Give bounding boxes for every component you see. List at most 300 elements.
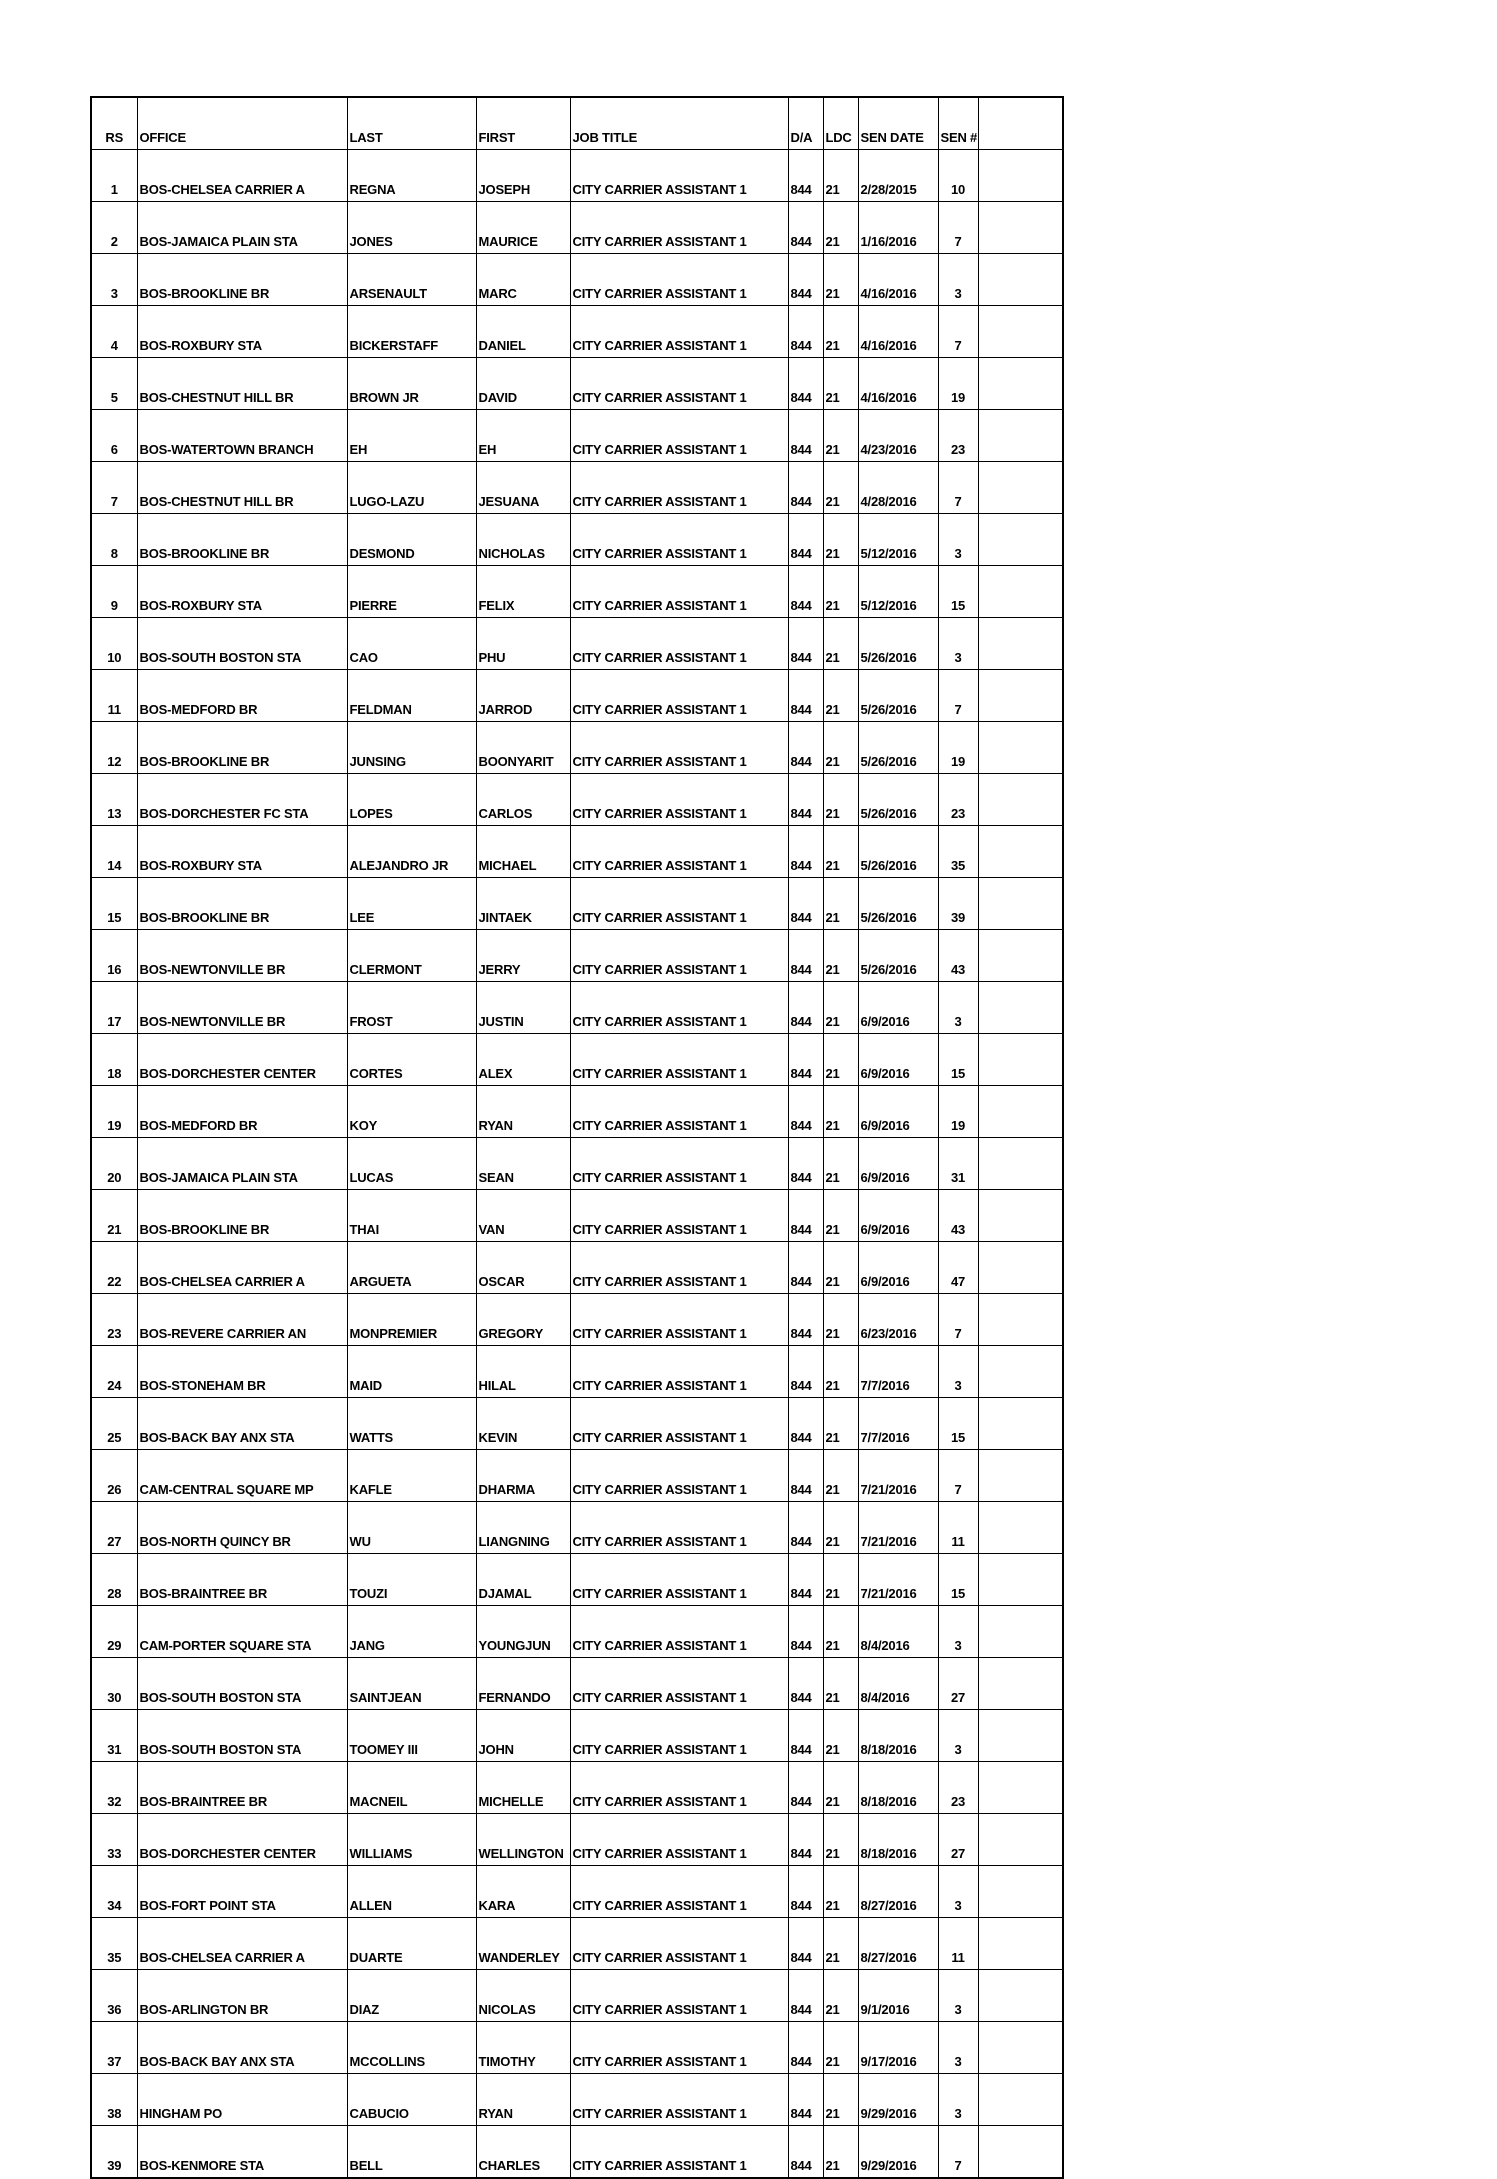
cell-ldc: 21 <box>823 1138 858 1190</box>
cell-rs: 6 <box>91 410 137 462</box>
cell-office: BOS-BROOKLINE BR <box>137 514 347 566</box>
cell-last: FELDMAN <box>347 670 476 722</box>
cell-job-title: CITY CARRIER ASSISTANT 1 <box>570 618 788 670</box>
cell-office: BOS-CHELSEA CARRIER A <box>137 150 347 202</box>
table-row <box>91 1710 1063 1762</box>
cell-sen-num: 3 <box>938 2022 978 2074</box>
cell-sen-date: 9/17/2016 <box>858 2022 938 2074</box>
cell-rs: 28 <box>91 1554 137 1606</box>
cell-last: LUGO-LAZU <box>347 462 476 514</box>
cell-job-title: CITY CARRIER ASSISTANT 1 <box>570 1554 788 1606</box>
cell-blank <box>978 670 1063 722</box>
cell-office: BOS-CHELSEA CARRIER A <box>137 1242 347 1294</box>
cell-office: BOS-MEDFORD BR <box>137 670 347 722</box>
cell-ldc: 21 <box>823 1762 858 1814</box>
cell-last: CABUCIO <box>347 2074 476 2126</box>
cell-rs: 29 <box>91 1606 137 1658</box>
cell-last: THAI <box>347 1190 476 1242</box>
cell-blank <box>978 930 1063 982</box>
cell-first: WANDERLEY <box>476 1918 570 1970</box>
cell-job-title: CITY CARRIER ASSISTANT 1 <box>570 358 788 410</box>
cell-sen-num: 7 <box>938 306 978 358</box>
cell-ldc: 21 <box>823 410 858 462</box>
cell-rs: 27 <box>91 1502 137 1554</box>
cell-ldc: 21 <box>823 930 858 982</box>
cell-rs: 7 <box>91 462 137 514</box>
cell-office: BOS-BRAINTREE BR <box>137 1554 347 1606</box>
cell-first: JARROD <box>476 670 570 722</box>
cell-office: BOS-CHESTNUT HILL BR <box>137 358 347 410</box>
cell-da: 844 <box>788 930 823 982</box>
cell-job-title: CITY CARRIER ASSISTANT 1 <box>570 254 788 306</box>
cell-ldc: 21 <box>823 358 858 410</box>
table-row <box>91 2126 1063 2179</box>
cell-last: SAINTJEAN <box>347 1658 476 1710</box>
cell-first: RYAN <box>476 2074 570 2126</box>
cell-sen-num: 7 <box>938 462 978 514</box>
cell-rs: 35 <box>91 1918 137 1970</box>
cell-da: 844 <box>788 826 823 878</box>
table-row <box>91 722 1063 774</box>
cell-da: 844 <box>788 1138 823 1190</box>
cell-sen-date: 6/9/2016 <box>858 982 938 1034</box>
table-row <box>91 1554 1063 1606</box>
table-row <box>91 1658 1063 1710</box>
cell-blank <box>978 1346 1063 1398</box>
cell-office: BOS-SOUTH BOSTON STA <box>137 1658 347 1710</box>
cell-rs: 8 <box>91 514 137 566</box>
cell-first: JOHN <box>476 1710 570 1762</box>
cell-first: NICHOLAS <box>476 514 570 566</box>
cell-last: FROST <box>347 982 476 1034</box>
cell-sen-date: 7/21/2016 <box>858 1450 938 1502</box>
cell-last: KOY <box>347 1086 476 1138</box>
cell-da: 844 <box>788 2074 823 2126</box>
cell-rs: 4 <box>91 306 137 358</box>
cell-office: BOS-NORTH QUINCY BR <box>137 1502 347 1554</box>
cell-first: FELIX <box>476 566 570 618</box>
cell-first: GREGORY <box>476 1294 570 1346</box>
cell-sen-date: 9/29/2016 <box>858 2074 938 2126</box>
cell-job-title: CITY CARRIER ASSISTANT 1 <box>570 1658 788 1710</box>
cell-job-title: CITY CARRIER ASSISTANT 1 <box>570 1866 788 1918</box>
cell-job-title: CITY CARRIER ASSISTANT 1 <box>570 1814 788 1866</box>
cell-ldc: 21 <box>823 618 858 670</box>
cell-first: YOUNGJUN <box>476 1606 570 1658</box>
cell-ldc: 21 <box>823 982 858 1034</box>
cell-last: JANG <box>347 1606 476 1658</box>
cell-sen-num: 19 <box>938 1086 978 1138</box>
cell-ldc: 21 <box>823 254 858 306</box>
cell-office: BOS-JAMAICA PLAIN STA <box>137 1138 347 1190</box>
cell-ldc: 21 <box>823 566 858 618</box>
cell-blank <box>978 2022 1063 2074</box>
cell-da: 844 <box>788 774 823 826</box>
cell-da: 844 <box>788 462 823 514</box>
cell-last: MAID <box>347 1346 476 1398</box>
cell-sen-num: 7 <box>938 202 978 254</box>
cell-first: JESUANA <box>476 462 570 514</box>
cell-job-title: CITY CARRIER ASSISTANT 1 <box>570 722 788 774</box>
cell-da: 844 <box>788 358 823 410</box>
cell-ldc: 21 <box>823 878 858 930</box>
cell-rs: 32 <box>91 1762 137 1814</box>
cell-last: WU <box>347 1502 476 1554</box>
cell-rs: 16 <box>91 930 137 982</box>
cell-rs: 11 <box>91 670 137 722</box>
cell-blank <box>978 826 1063 878</box>
cell-da: 844 <box>788 1918 823 1970</box>
cell-ldc: 21 <box>823 2022 858 2074</box>
cell-da: 844 <box>788 1294 823 1346</box>
table-row <box>91 1034 1063 1086</box>
table-row <box>91 2074 1063 2126</box>
cell-da: 844 <box>788 1814 823 1866</box>
cell-sen-num: 7 <box>938 670 978 722</box>
cell-sen-num: 3 <box>938 618 978 670</box>
cell-first: LIANGNING <box>476 1502 570 1554</box>
cell-da: 844 <box>788 1450 823 1502</box>
cell-office: BOS-BRAINTREE BR <box>137 1762 347 1814</box>
cell-sen-num: 3 <box>938 1710 978 1762</box>
cell-first: FERNANDO <box>476 1658 570 1710</box>
seniority-table <box>90 96 1064 2179</box>
cell-office: BOS-FORT POINT STA <box>137 1866 347 1918</box>
cell-sen-num: 19 <box>938 358 978 410</box>
cell-blank <box>978 202 1063 254</box>
cell-first: CHARLES <box>476 2126 570 2179</box>
header-last: LAST <box>347 97 476 150</box>
cell-first: HILAL <box>476 1346 570 1398</box>
cell-blank <box>978 462 1063 514</box>
cell-sen-date: 7/7/2016 <box>858 1398 938 1450</box>
header-row <box>91 97 1063 150</box>
cell-last: PIERRE <box>347 566 476 618</box>
cell-office: BOS-NEWTONVILLE BR <box>137 982 347 1034</box>
cell-ldc: 21 <box>823 1918 858 1970</box>
cell-sen-date: 6/9/2016 <box>858 1034 938 1086</box>
cell-first: JUSTIN <box>476 982 570 1034</box>
header-sen-num: SEN # <box>938 97 978 150</box>
cell-sen-date: 5/26/2016 <box>858 826 938 878</box>
cell-last: MCCOLLINS <box>347 2022 476 2074</box>
cell-office: CAM-CENTRAL SQUARE MP <box>137 1450 347 1502</box>
cell-sen-num: 3 <box>938 254 978 306</box>
cell-job-title: CITY CARRIER ASSISTANT 1 <box>570 410 788 462</box>
cell-last: REGNA <box>347 150 476 202</box>
cell-sen-num: 3 <box>938 1970 978 2022</box>
table-row <box>91 358 1063 410</box>
cell-last: MACNEIL <box>347 1762 476 1814</box>
cell-job-title: CITY CARRIER ASSISTANT 1 <box>570 1918 788 1970</box>
cell-job-title: CITY CARRIER ASSISTANT 1 <box>570 1190 788 1242</box>
cell-sen-num: 11 <box>938 1502 978 1554</box>
cell-blank <box>978 1606 1063 1658</box>
table-row <box>91 1138 1063 1190</box>
cell-first: MAURICE <box>476 202 570 254</box>
table-row <box>91 1294 1063 1346</box>
cell-ldc: 21 <box>823 202 858 254</box>
cell-last: BROWN JR <box>347 358 476 410</box>
table-row <box>91 1866 1063 1918</box>
cell-last: KAFLE <box>347 1450 476 1502</box>
cell-rs: 17 <box>91 982 137 1034</box>
cell-last: TOOMEY III <box>347 1710 476 1762</box>
cell-sen-date: 5/26/2016 <box>858 774 938 826</box>
cell-rs: 39 <box>107 2158 122 2173</box>
cell-rs: 31 <box>91 1710 137 1762</box>
cell-first: ALEX <box>476 1034 570 1086</box>
cell-first: JOSEPH <box>476 150 570 202</box>
cell-rs: 34 <box>91 1866 137 1918</box>
cell-rs: 23 <box>91 1294 137 1346</box>
header-blank <box>978 97 1063 150</box>
cell-rs: 9 <box>91 566 137 618</box>
cell-last: DIAZ <box>347 1970 476 2022</box>
cell-office: BOS-ROXBURY STA <box>137 566 347 618</box>
cell-blank <box>978 878 1063 930</box>
cell-sen-num: 15 <box>938 1034 978 1086</box>
cell-blank <box>978 1866 1063 1918</box>
cell-rs: 5 <box>91 358 137 410</box>
cell-first: EH <box>476 410 570 462</box>
cell-ldc: 21 <box>823 774 858 826</box>
table-row <box>91 514 1063 566</box>
table-row <box>91 774 1063 826</box>
cell-job-title: CITY CARRIER ASSISTANT 1 <box>570 150 788 202</box>
cell-sen-num: 3 <box>938 1346 978 1398</box>
cell-rs: 36 <box>91 1970 137 2022</box>
cell-sen-date: 4/23/2016 <box>858 410 938 462</box>
cell-sen-num: 10 <box>938 150 978 202</box>
cell-job-title: CITY CARRIER ASSISTANT 1 <box>570 1086 788 1138</box>
cell-da: 844 <box>788 306 823 358</box>
cell-blank <box>978 2126 1063 2179</box>
cell-last: BICKERSTAFF <box>347 306 476 358</box>
cell-da: 844 <box>788 618 823 670</box>
cell-last: DUARTE <box>347 1918 476 1970</box>
cell-rs: 10 <box>91 618 137 670</box>
cell-rs: 30 <box>91 1658 137 1710</box>
cell-blank <box>978 1034 1063 1086</box>
cell-rs: 1 <box>91 150 137 202</box>
cell-blank <box>978 514 1063 566</box>
cell-office: BOS-KENMORE STA <box>137 2126 347 2179</box>
cell-da: 844 <box>788 722 823 774</box>
cell-office: BOS-DORCHESTER FC STA <box>137 774 347 826</box>
cell-first: KARA <box>476 1866 570 1918</box>
cell-job-title: CITY CARRIER ASSISTANT 1 <box>570 462 788 514</box>
cell-job-title: CITY CARRIER ASSISTANT 1 <box>570 1346 788 1398</box>
cell-office: BOS-BACK BAY ANX STA <box>137 2022 347 2074</box>
cell-sen-num: 27 <box>938 1658 978 1710</box>
cell-office: BOS-CHELSEA CARRIER A <box>137 1918 347 1970</box>
cell-blank <box>978 1190 1063 1242</box>
cell-job-title: CITY CARRIER ASSISTANT 1 <box>570 1242 788 1294</box>
cell-ldc: 21 <box>823 306 858 358</box>
cell-da: 844 <box>788 1086 823 1138</box>
cell-blank <box>978 1918 1063 1970</box>
cell-rs: 15 <box>91 878 137 930</box>
cell-job-title: CITY CARRIER ASSISTANT 1 <box>570 1710 788 1762</box>
cell-sen-date: 5/12/2016 <box>858 566 938 618</box>
cell-job-title: CITY CARRIER ASSISTANT 1 <box>570 670 788 722</box>
cell-sen-date: 6/9/2016 <box>858 1138 938 1190</box>
cell-sen-date: 9/29/2016 <box>858 2126 938 2179</box>
cell-office: BOS-ARLINGTON BR <box>137 1970 347 2022</box>
cell-job-title: CITY CARRIER ASSISTANT 1 <box>570 982 788 1034</box>
cell-sen-num: 23 <box>938 774 978 826</box>
header-office: OFFICE <box>137 97 347 150</box>
cell-rs: 18 <box>91 1034 137 1086</box>
table-row <box>91 982 1063 1034</box>
cell-first: PHU <box>476 618 570 670</box>
cell-job-title: CITY CARRIER ASSISTANT 1 <box>570 1762 788 1814</box>
header-rs: RS <box>91 97 137 150</box>
cell-last: LEE <box>347 878 476 930</box>
table-row <box>91 410 1063 462</box>
cell-last: ARSENAULT <box>347 254 476 306</box>
cell-sen-date: 7/7/2016 <box>858 1346 938 1398</box>
table-row <box>91 826 1063 878</box>
cell-office: BOS-BROOKLINE BR <box>137 722 347 774</box>
cell-sen-num: 15 <box>938 1554 978 1606</box>
cell-blank <box>978 1398 1063 1450</box>
cell-last: WATTS <box>347 1398 476 1450</box>
cell-sen-num: 11 <box>938 1918 978 1970</box>
cell-first: MARC <box>476 254 570 306</box>
table-row <box>91 1346 1063 1398</box>
cell-blank <box>978 1242 1063 1294</box>
cell-ldc: 21 <box>823 1398 858 1450</box>
cell-blank <box>978 1710 1063 1762</box>
cell-first: DJAMAL <box>476 1554 570 1606</box>
cell-rs: 13 <box>91 774 137 826</box>
table-row <box>91 670 1063 722</box>
cell-da: 844 <box>788 1398 823 1450</box>
cell-first: SEAN <box>476 1138 570 1190</box>
cell-last: ALEJANDRO JR <box>347 826 476 878</box>
cell-last: ALLEN <box>347 1866 476 1918</box>
cell-last: TOUZI <box>347 1554 476 1606</box>
cell-office: BOS-MEDFORD BR <box>137 1086 347 1138</box>
cell-office: CAM-PORTER SQUARE STA <box>137 1606 347 1658</box>
table-row <box>91 1814 1063 1866</box>
table-row <box>91 1762 1063 1814</box>
cell-job-title: CITY CARRIER ASSISTANT 1 <box>570 930 788 982</box>
cell-office: BOS-BROOKLINE BR <box>137 878 347 930</box>
cell-rs: 2 <box>91 202 137 254</box>
cell-sen-num: 19 <box>938 722 978 774</box>
cell-office: BOS-NEWTONVILLE BR <box>137 930 347 982</box>
cell-job-title: CITY CARRIER ASSISTANT 1 <box>570 826 788 878</box>
cell-da: 844 <box>788 1710 823 1762</box>
cell-da: 844 <box>788 878 823 930</box>
cell-sen-date: 6/9/2016 <box>858 1242 938 1294</box>
cell-first: VAN <box>476 1190 570 1242</box>
cell-ldc: 21 <box>823 826 858 878</box>
cell-first: MICHELLE <box>476 1762 570 1814</box>
cell-rs: 33 <box>91 1814 137 1866</box>
cell-da: 844 <box>788 1502 823 1554</box>
cell-blank <box>978 306 1063 358</box>
cell-sen-num: 43 <box>938 930 978 982</box>
cell-last: DESMOND <box>347 514 476 566</box>
cell-office: BOS-DORCHESTER CENTER <box>137 1034 347 1086</box>
cell-sen-date: 8/4/2016 <box>858 1606 938 1658</box>
cell-ldc: 21 <box>823 1034 858 1086</box>
cell-sen-num: 3 <box>938 1866 978 1918</box>
cell-blank <box>978 1658 1063 1710</box>
cell-rs: 38 <box>91 2074 137 2126</box>
table-row <box>91 1606 1063 1658</box>
cell-sen-date: 8/27/2016 <box>858 1918 938 1970</box>
cell-sen-date: 6/23/2016 <box>858 1294 938 1346</box>
cell-office: BOS-SOUTH BOSTON STA <box>137 1710 347 1762</box>
cell-ldc: 21 <box>823 1606 858 1658</box>
cell-ldc: 21 <box>823 1502 858 1554</box>
cell-sen-num: 43 <box>938 1190 978 1242</box>
cell-da: 844 <box>788 1658 823 1710</box>
table-row <box>91 2022 1063 2074</box>
header-job-title: JOB TITLE <box>570 97 788 150</box>
cell-da: 844 <box>788 1034 823 1086</box>
cell-last: WILLIAMS <box>347 1814 476 1866</box>
cell-rs: 22 <box>91 1242 137 1294</box>
table-row <box>91 150 1063 202</box>
cell-job-title: CITY CARRIER ASSISTANT 1 <box>570 1502 788 1554</box>
cell-last: CAO <box>347 618 476 670</box>
table-row <box>91 1502 1063 1554</box>
cell-job-title: CITY CARRIER ASSISTANT 1 <box>570 1970 788 2022</box>
cell-sen-date: 4/28/2016 <box>858 462 938 514</box>
cell-job-title: CITY CARRIER ASSISTANT 1 <box>570 1034 788 1086</box>
table-row <box>91 878 1063 930</box>
cell-sen-num: 47 <box>938 1242 978 1294</box>
cell-sen-date: 6/9/2016 <box>858 1086 938 1138</box>
table-row <box>91 1918 1063 1970</box>
cell-sen-date: 4/16/2016 <box>858 306 938 358</box>
cell-ldc: 21 <box>823 1970 858 2022</box>
cell-first: BOONYARIT <box>476 722 570 774</box>
cell-office: HINGHAM PO <box>137 2074 347 2126</box>
cell-sen-date: 8/27/2016 <box>858 1866 938 1918</box>
cell-first: OSCAR <box>476 1242 570 1294</box>
cell-office: BOS-BROOKLINE BR <box>137 254 347 306</box>
cell-office: BOS-REVERE CARRIER AN <box>137 1294 347 1346</box>
cell-da: 844 <box>788 202 823 254</box>
cell-sen-num: 23 <box>938 410 978 462</box>
cell-sen-num: 3 <box>938 1606 978 1658</box>
cell-last: JONES <box>347 202 476 254</box>
cell-sen-date: 2/28/2015 <box>858 150 938 202</box>
cell-sen-num: 7 <box>938 2126 978 2179</box>
cell-ldc: 21 <box>823 1346 858 1398</box>
cell-da: 844 <box>788 982 823 1034</box>
cell-job-title: CITY CARRIER ASSISTANT 1 <box>570 306 788 358</box>
cell-ldc: 21 <box>823 2126 858 2179</box>
cell-job-title: CITY CARRIER ASSISTANT 1 <box>570 1398 788 1450</box>
table-body <box>91 150 1063 2179</box>
cell-sen-num: 7 <box>938 1450 978 1502</box>
cell-da: 844 <box>788 1866 823 1918</box>
table-row <box>91 1970 1063 2022</box>
cell-da: 844 <box>788 670 823 722</box>
cell-office: BOS-DORCHESTER CENTER <box>137 1814 347 1866</box>
cell-sen-date: 7/21/2016 <box>858 1502 938 1554</box>
cell-first: RYAN <box>476 1086 570 1138</box>
cell-ldc: 21 <box>823 1294 858 1346</box>
